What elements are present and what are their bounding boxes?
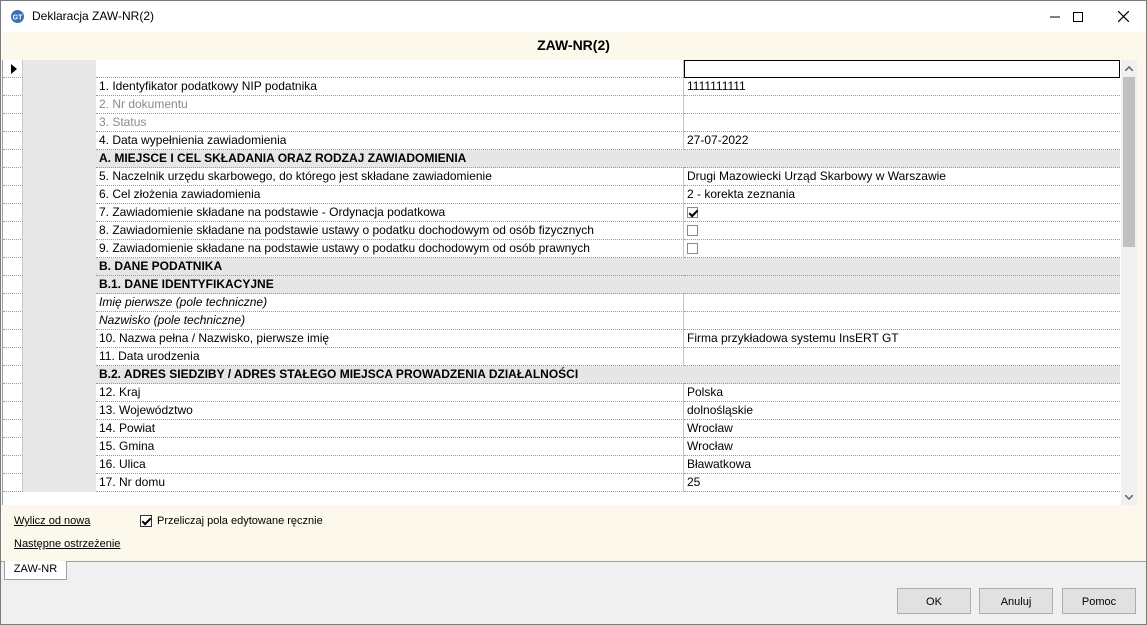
row-indicator[interactable] xyxy=(3,186,23,204)
row-indicator[interactable] xyxy=(3,96,23,114)
row-z-cell xyxy=(23,420,96,438)
row-description: 9. Zawiadomienie składane na podstawie ustawy o podatku dochodowym od osób prawnych xyxy=(96,240,684,258)
row-description: 10. Nazwa pełna / Nazwisko, pierwsze imię xyxy=(96,330,684,348)
row-indicator[interactable] xyxy=(3,474,23,492)
row-z-cell xyxy=(23,60,96,78)
svg-text:GT: GT xyxy=(12,14,23,22)
ok-button[interactable]: OK xyxy=(897,588,971,614)
title-bar[interactable] xyxy=(1,1,1146,32)
row-description: 14. Powiat xyxy=(96,420,684,438)
row-indicator[interactable] xyxy=(3,78,23,96)
row-description: A. MIEJSCE I CEL SKŁADANIA ORAZ RODZAJ ZAWIADOMIENIA xyxy=(96,150,684,168)
help-button[interactable]: Pomoc xyxy=(1062,588,1136,614)
recalc-link[interactable]: Wylicz od nowa xyxy=(14,515,91,527)
cancel-button[interactable]: Anuluj xyxy=(979,588,1053,614)
row-description: B. DANE PODATNIKA xyxy=(96,258,684,276)
row-z-cell xyxy=(23,348,96,366)
row-value[interactable] xyxy=(684,204,1120,222)
row-description: 6. Cel złożenia zawiadomienia xyxy=(96,186,684,204)
row-z-cell xyxy=(23,402,96,420)
grid-row[interactable] xyxy=(3,132,1120,150)
grid-row[interactable] xyxy=(3,240,1120,258)
grid-row[interactable] xyxy=(3,258,1120,276)
row-z-cell xyxy=(23,276,96,294)
row-value[interactable]: Polska xyxy=(684,384,1120,402)
grid-row[interactable] xyxy=(3,474,1120,492)
row-z-cell xyxy=(23,114,96,132)
grid-row[interactable] xyxy=(3,438,1120,456)
grid-row[interactable] xyxy=(3,276,1120,294)
grid-row[interactable] xyxy=(3,420,1120,438)
tab-zaw-nr[interactable]: ZAW-NR xyxy=(4,561,67,580)
row-value[interactable] xyxy=(684,222,1120,240)
row-description: 12. Kraj xyxy=(96,384,684,402)
chevron-down-icon xyxy=(1125,495,1133,500)
row-checkbox[interactable] xyxy=(687,207,698,218)
next-warning-link[interactable]: Następne ostrzeżenie xyxy=(14,538,121,550)
row-value[interactable] xyxy=(684,348,1120,366)
grid-row[interactable] xyxy=(3,168,1120,186)
row-description: 11. Data urodzenia xyxy=(96,348,684,366)
row-description: 15. Gmina xyxy=(96,438,684,456)
chevron-up-icon xyxy=(1125,66,1133,71)
grid-row[interactable] xyxy=(3,186,1120,204)
row-indicator[interactable] xyxy=(3,240,23,258)
form-title: ZAW-NR(2) xyxy=(537,37,610,53)
scrollbar-thumb[interactable] xyxy=(1123,77,1135,247)
grid-row[interactable] xyxy=(3,96,1120,114)
grid-row[interactable] xyxy=(3,204,1120,222)
row-indicator[interactable] xyxy=(3,132,23,150)
row-z-cell xyxy=(23,240,96,258)
row-z-cell xyxy=(23,132,96,150)
gt-logo-icon xyxy=(10,9,25,24)
row-description: 1. Identyfikator podatkowy NIP podatnika xyxy=(96,78,684,96)
row-description: Imię pierwsze (pole techniczne) xyxy=(96,294,684,312)
row-indicator[interactable] xyxy=(3,330,23,348)
row-z-cell xyxy=(23,330,96,348)
row-z-cell xyxy=(23,312,96,330)
row-value[interactable] xyxy=(684,114,1120,132)
row-description: Nazwisko (pole techniczne) xyxy=(96,312,684,330)
row-value[interactable]: dolnośląskie xyxy=(684,402,1120,420)
row-indicator[interactable] xyxy=(3,258,23,276)
row-z-cell xyxy=(23,222,96,240)
scroll-down-button[interactable] xyxy=(1121,489,1137,505)
row-indicator[interactable] xyxy=(3,348,23,366)
grid-row[interactable] xyxy=(3,78,1120,96)
row-indicator[interactable] xyxy=(3,456,23,474)
window-title: Deklaracja ZAW-NR(2) xyxy=(32,9,155,23)
grid-row[interactable] xyxy=(3,312,1120,330)
row-description: 13. Województwo xyxy=(96,402,684,420)
current-row-arrow-icon xyxy=(11,64,17,74)
row-value[interactable]: Wrocław xyxy=(684,438,1120,456)
grid-row[interactable] xyxy=(3,366,1120,384)
declaration-grid[interactable] xyxy=(2,60,1121,505)
row-description: 8. Zawiadomienie składane na podstawie ustawy o podatku dochodowym od osób fizycznych xyxy=(96,222,684,240)
row-indicator[interactable] xyxy=(3,312,23,330)
row-z-cell xyxy=(23,204,96,222)
row-indicator[interactable] xyxy=(3,168,23,186)
row-z-cell xyxy=(23,150,96,168)
row-z-cell xyxy=(23,78,96,96)
row-description: 5. Naczelnik urzędu skarbowego, do którego jest składane zawiadomienie xyxy=(96,168,684,186)
row-description: 3. Status xyxy=(96,114,684,132)
row-value[interactable] xyxy=(684,312,1120,330)
row-z-cell xyxy=(23,366,96,384)
row-value[interactable] xyxy=(684,60,1120,78)
row-z-cell xyxy=(23,96,96,114)
grid-row[interactable] xyxy=(3,60,1120,78)
row-z-cell xyxy=(23,438,96,456)
recalc-edited-label: Przeliczaj pola edytowane ręcznie xyxy=(157,515,323,527)
row-indicator[interactable] xyxy=(3,366,23,384)
row-value xyxy=(684,150,1120,168)
row-indicator[interactable] xyxy=(3,204,23,222)
options-area xyxy=(1,505,1146,561)
close-button[interactable] xyxy=(1100,1,1146,32)
row-checkbox[interactable] xyxy=(687,225,698,236)
row-description: B.2. ADRES SIEDZIBY / ADRES STAŁEGO MIEJSCA PROWADZENIA DZIAŁALNOŚCI xyxy=(96,366,684,384)
row-indicator[interactable] xyxy=(3,384,23,402)
row-value[interactable]: 1111111111 xyxy=(684,78,1120,96)
recalc-edited-option[interactable] xyxy=(140,515,323,527)
row-description: B.1. DANE IDENTYFIKACYJNE xyxy=(96,276,684,294)
row-value[interactable] xyxy=(684,240,1120,258)
row-description: 2. Nr dokumentu xyxy=(96,96,684,114)
row-indicator[interactable] xyxy=(3,294,23,312)
scroll-up-button[interactable] xyxy=(1121,60,1137,76)
maximize-button[interactable] xyxy=(1055,1,1101,32)
row-z-cell xyxy=(23,168,96,186)
row-description: 17. Nr domu xyxy=(96,474,684,492)
grid-row[interactable] xyxy=(3,330,1120,348)
row-value[interactable]: 27-07-2022 xyxy=(684,132,1120,150)
tab-strip xyxy=(1,561,1146,583)
close-icon xyxy=(1118,11,1129,22)
grid-row[interactable] xyxy=(3,402,1120,420)
row-z-cell xyxy=(23,186,96,204)
row-value[interactable]: Firma przykładowa systemu InsERT GT xyxy=(684,330,1120,348)
row-value[interactable] xyxy=(684,96,1120,114)
row-z-cell xyxy=(23,456,96,474)
row-value xyxy=(684,276,1120,294)
row-z-cell xyxy=(23,294,96,312)
grid-row[interactable] xyxy=(3,456,1120,474)
row-description xyxy=(96,60,684,78)
grid-row[interactable] xyxy=(3,150,1120,168)
row-value[interactable]: Drugi Mazowiecki Urząd Skarbowy w Warszawie xyxy=(684,168,1120,186)
row-indicator[interactable] xyxy=(3,60,23,78)
row-description: 7. Zawiadomienie składane na podstawie - Ordynacja podatkowa xyxy=(96,204,684,222)
row-checkbox[interactable] xyxy=(687,243,698,254)
grid-row[interactable] xyxy=(3,294,1120,312)
row-z-cell xyxy=(23,384,96,402)
row-indicator[interactable] xyxy=(3,438,23,456)
row-description: 16. Ulica xyxy=(96,456,684,474)
row-value[interactable]: Bławatkowa xyxy=(684,456,1120,474)
row-indicator[interactable] xyxy=(3,276,23,294)
grid-row[interactable] xyxy=(3,348,1120,366)
row-indicator[interactable] xyxy=(3,150,23,168)
row-value xyxy=(684,258,1120,276)
vertical-scrollbar[interactable] xyxy=(1121,60,1137,505)
row-indicator[interactable] xyxy=(3,222,23,240)
row-indicator[interactable] xyxy=(3,420,23,438)
row-value[interactable]: 25 xyxy=(684,474,1120,492)
row-value[interactable]: Wrocław xyxy=(684,420,1120,438)
maximize-icon xyxy=(1073,12,1083,22)
row-value xyxy=(684,366,1120,384)
row-indicator[interactable] xyxy=(3,402,23,420)
recalc-edited-checkbox[interactable] xyxy=(140,515,152,527)
row-value[interactable] xyxy=(684,294,1120,312)
grid-row[interactable] xyxy=(3,384,1120,402)
grid-row[interactable] xyxy=(3,222,1120,240)
grid-row[interactable] xyxy=(3,114,1120,132)
row-value[interactable]: 2 - korekta zeznania xyxy=(684,186,1120,204)
row-indicator[interactable] xyxy=(3,114,23,132)
row-description: 4. Data wypełnienia zawiadomienia xyxy=(96,132,684,150)
row-z-cell xyxy=(23,258,96,276)
row-z-cell xyxy=(23,474,96,492)
